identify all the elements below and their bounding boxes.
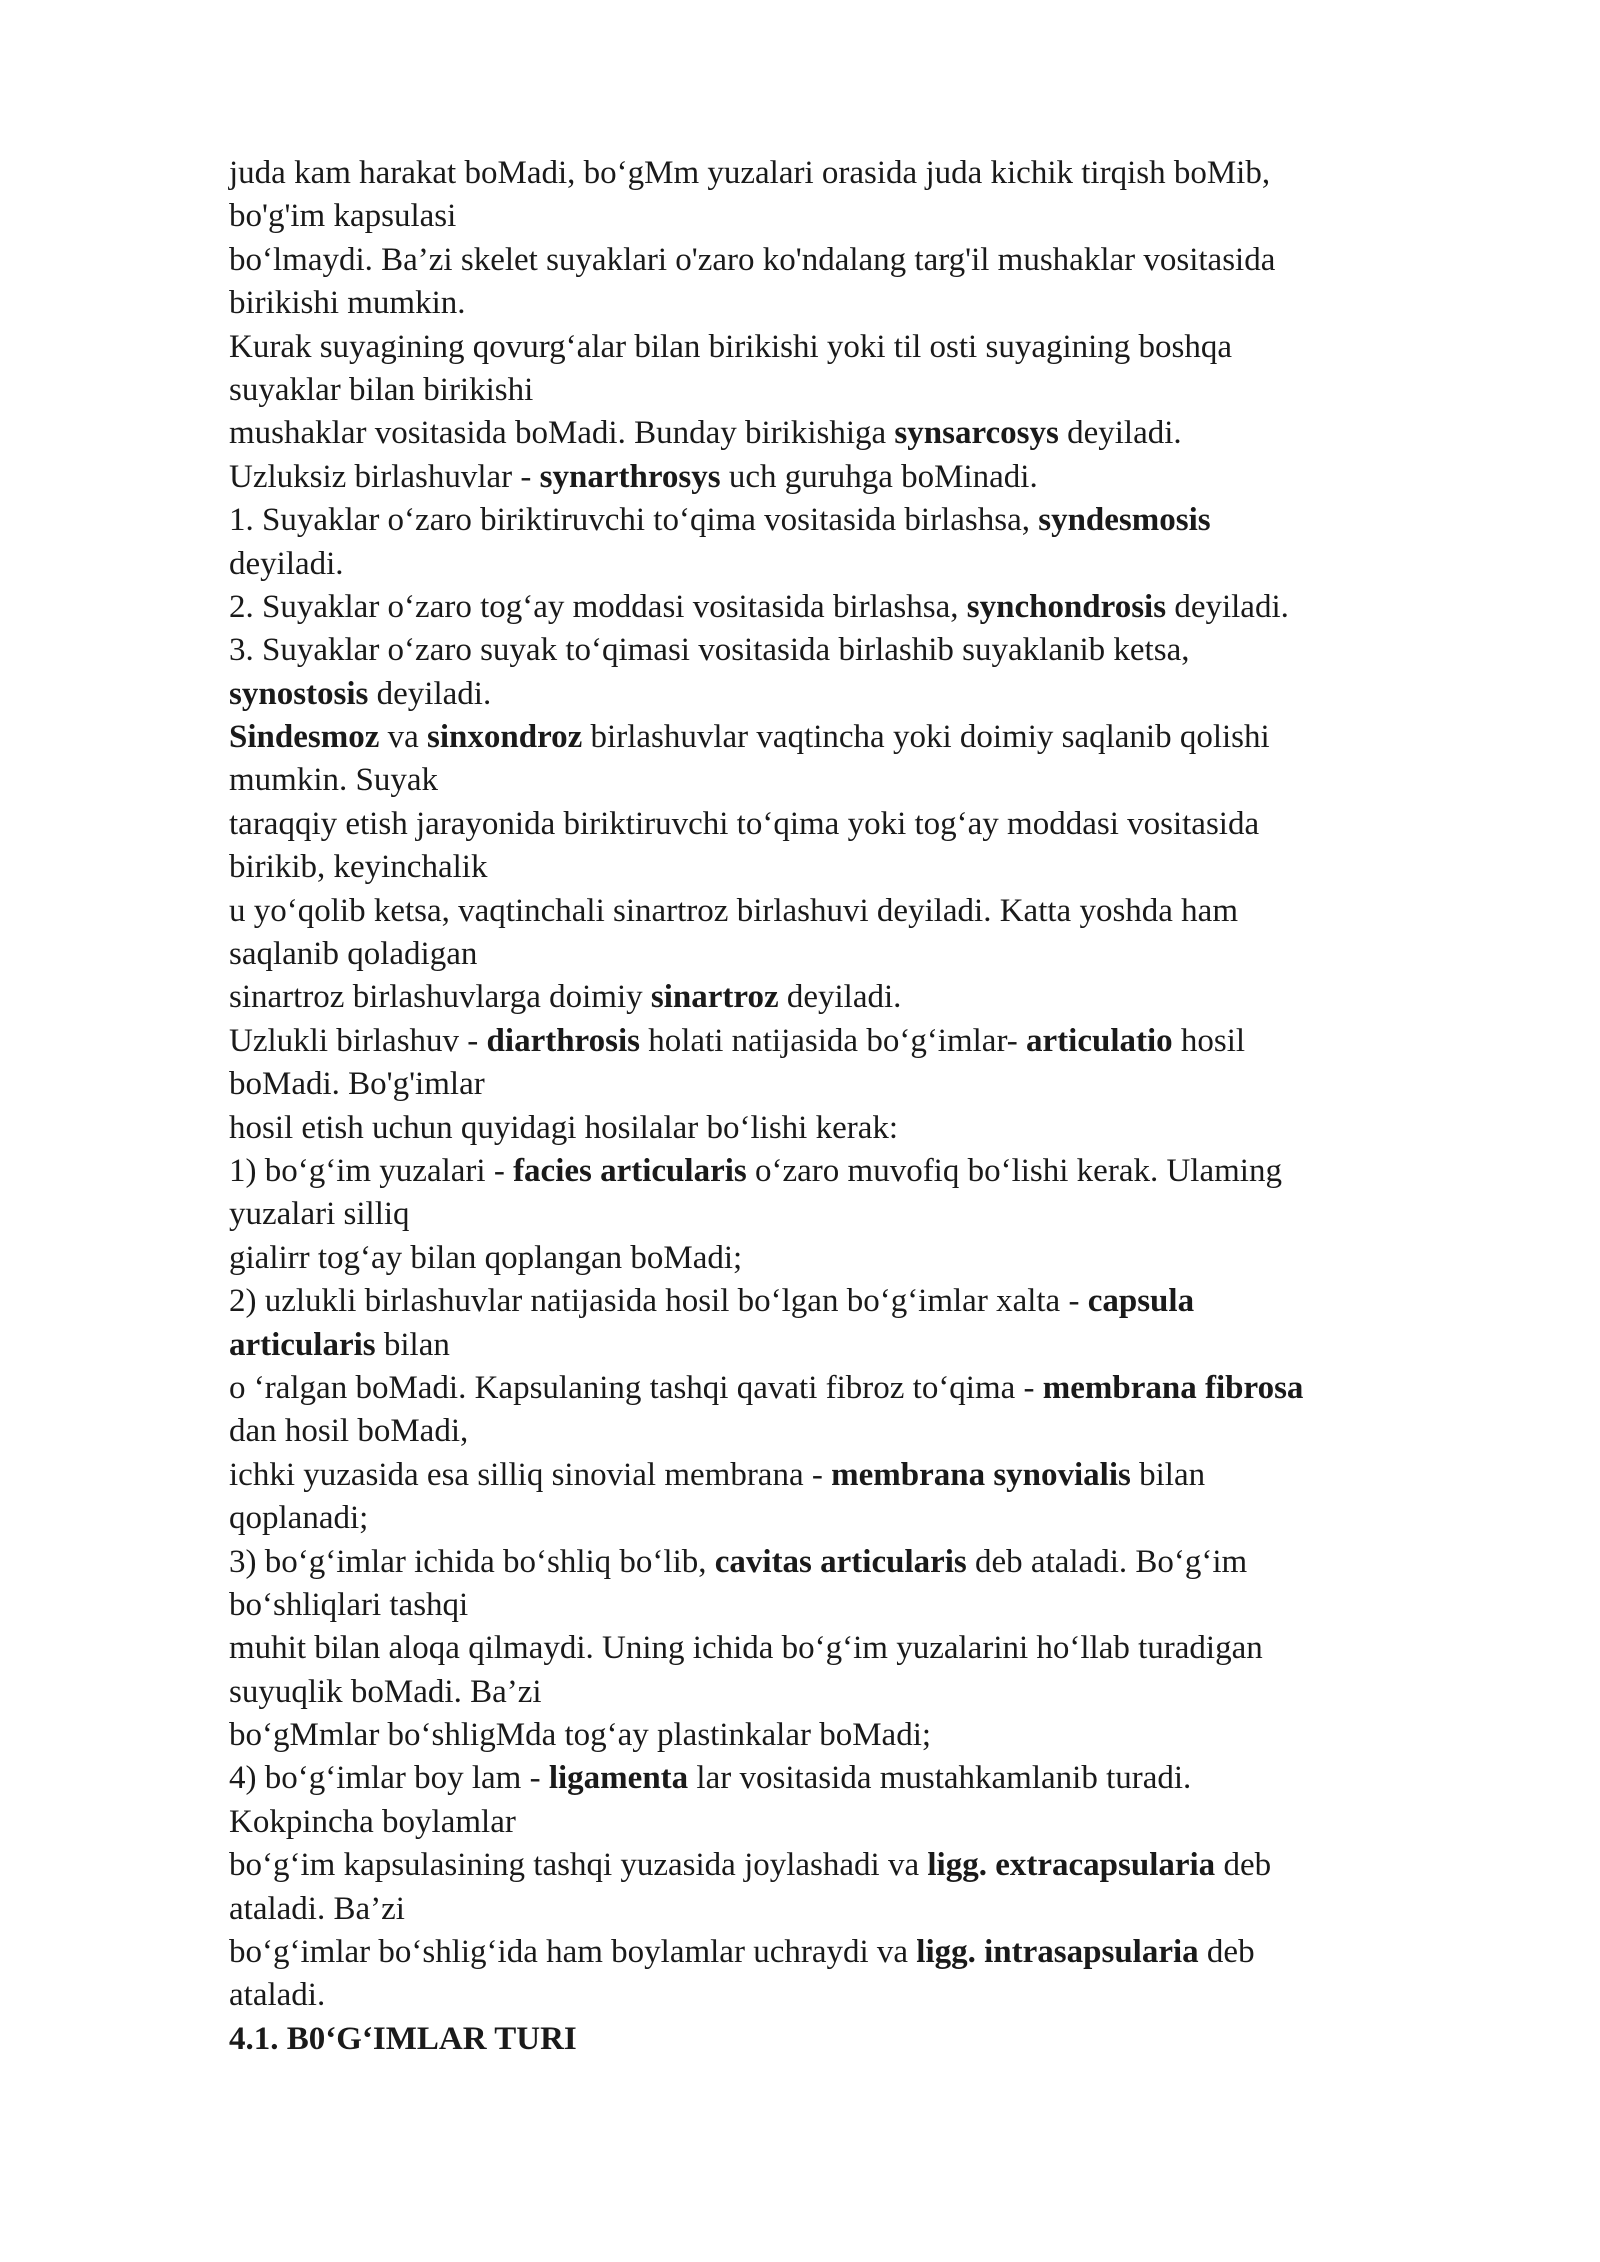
text-run: saqlanib qoladigan (229, 936, 478, 973)
text-run: deyiladi. (368, 675, 492, 712)
text-run: hosil (1172, 1022, 1246, 1059)
text-run: suyaklar bilan birikishi (229, 371, 534, 408)
text-line (229, 759, 1469, 802)
text-line (229, 499, 1469, 542)
text-line (229, 1193, 1469, 1236)
text-run: holati natijasida bo‘g‘imlar- (639, 1022, 1027, 1059)
bold-term: capsula (1087, 1283, 1195, 1320)
text-run: 3. Suyaklar o‘zaro suyak to‘qimasi vositasida birlashib suyaklanib ketsa, (229, 632, 1190, 669)
text-line (229, 282, 1469, 325)
text-run: 1) bo‘g‘im yuzalari - (229, 1152, 514, 1189)
text-run: bo‘g‘im kapsulasining tashqi yuzasida joylashadi va (229, 1847, 928, 1884)
text-line (229, 1410, 1469, 1453)
text-line (229, 846, 1469, 889)
bold-term: sinxondroz (427, 719, 583, 756)
bold-term: ligg. extracapsularia (927, 1847, 1216, 1884)
text-run: bo‘gMmlar bo‘shligMda tog‘ay plastinkalar boMadi; (229, 1717, 932, 1754)
text-run: mushaklar vositasida boMadi. Bunday birikishiga (229, 415, 895, 452)
text-line (229, 890, 1469, 933)
text-run: deyiladi. (778, 979, 902, 1016)
text-run: mumkin. Suyak (229, 762, 439, 799)
bold-term: synchondrosis (966, 588, 1167, 625)
text-line (229, 673, 1469, 716)
text-run: lar vositasida mustahkamlanib turadi. (688, 1760, 1192, 1797)
text-line (229, 1801, 1469, 1844)
text-run: o ‘ralgan boMadi. Kapsulaning tashqi qavati fibroz to‘qima - (229, 1369, 1043, 1406)
text-run: deb (1215, 1847, 1272, 1884)
text-line (229, 1931, 1469, 1974)
text-line (229, 369, 1469, 412)
text-line (229, 1714, 1469, 1757)
text-run: deb (1198, 1934, 1255, 1971)
text-run: taraqqiy etish jarayonida biriktiruvchi to‘qima yoki tog‘ay moddasi vositasida (229, 805, 1260, 842)
text-run: o‘zaro muvofiq bo‘lishi kerak. Ulaming (746, 1152, 1282, 1189)
text-line (229, 1757, 1469, 1800)
text-line (229, 239, 1469, 282)
bold-term: synarthrosys (539, 458, 721, 495)
bold-term: articulatio (1026, 1022, 1173, 1059)
text-line (229, 933, 1469, 976)
text-line (229, 1584, 1469, 1627)
bold-term: syndesmosis (1038, 502, 1211, 539)
text-line (229, 1844, 1469, 1887)
text-line (229, 1671, 1469, 1714)
text-line (229, 586, 1469, 629)
text-line (229, 1063, 1469, 1106)
text-run: Kokpincha boylamlar (229, 1803, 516, 1840)
text-line (229, 1150, 1469, 1193)
text-run: 3) bo‘g‘imlar ichida bo‘shliq bo‘lib, (229, 1543, 715, 1580)
text-run: u yo‘qolib ketsa, vaqtinchali sinartroz birlashuvi deyiladi. Katta yoshda ham (229, 892, 1238, 929)
bold-term: Sindesmoz (229, 719, 380, 756)
text-line (229, 1020, 1469, 1063)
text-line (229, 195, 1469, 238)
text-run: boMadi. Bo'g'imlar (229, 1066, 485, 1103)
text-run: juda kam harakat boMadi, bo‘gMm yuzalari orasida juda kichik tirqish boMib, (229, 155, 1271, 191)
text-run: ataladi. Ba’zi (229, 1890, 405, 1927)
text-line (229, 326, 1469, 369)
bold-term: 4.1. B0‘G‘IMLAR TURI (229, 2020, 577, 2057)
bold-term: membrana synovialis (831, 1456, 1131, 1493)
text-run: Uzlukli birlashuv - (229, 1022, 487, 1059)
text-run: Uzluksiz birlashuvlar - (229, 458, 540, 495)
text-line (229, 1280, 1469, 1323)
text-run: ataladi. (229, 1977, 326, 2014)
bold-term: synostosis (229, 675, 369, 712)
text-line (229, 1974, 1469, 2017)
text-run: birlashuvlar vaqtincha yoki doimiy saqlanib qolishi (582, 719, 1270, 756)
text-run: suyuqlik boMadi. Ba’zi (229, 1673, 542, 1710)
text-line (229, 412, 1469, 455)
text-line (229, 1888, 1469, 1931)
text-run: hosil etish uchun quyidagi hosilalar bo‘lishi kerak: (229, 1109, 899, 1146)
text-line (229, 456, 1469, 499)
text-line (229, 1107, 1469, 1150)
text-line (229, 803, 1469, 846)
text-run: bilan (375, 1326, 450, 1363)
bold-term: ligg. intrasapsularia (916, 1934, 1199, 1971)
bold-term: articularis (229, 1326, 376, 1363)
text-run: bo‘shliqlari tashqi (229, 1586, 469, 1623)
text-run: va (379, 719, 428, 756)
text-run: birikib, keyinchalik (229, 849, 488, 886)
text-run: 1. Suyaklar o‘zaro biriktiruvchi to‘qima vositasida birlashsa, (229, 502, 1039, 539)
text-run: bilan (1130, 1456, 1206, 1493)
text-line (229, 1541, 1469, 1584)
text-run: birikishi mumkin. (229, 285, 466, 322)
text-line (229, 1324, 1469, 1367)
bold-term: ligamenta (548, 1760, 689, 1797)
text-run: yuzalari silliq (229, 1196, 410, 1233)
text-run: dan hosil boMadi, (229, 1413, 469, 1450)
text-run: uch guruhga boMinadi. (720, 458, 1038, 495)
section-heading (229, 2018, 1469, 2061)
text-run: bo‘lmaydi. Ba’zi skelet suyaklari o'zaro ko'ndalang targ'il mushaklar vositasida (229, 241, 1276, 278)
text-line (229, 1454, 1469, 1497)
bold-term: sinartroz (650, 979, 779, 1016)
text-line (229, 543, 1469, 586)
text-line (229, 1497, 1469, 1540)
text-run: 4) bo‘g‘imlar boy lam - (229, 1760, 549, 1797)
text-run: ichki yuzasida esa silliq sinovial membrana - (229, 1456, 832, 1493)
text-line (229, 1627, 1469, 1670)
text-run: qoplanadi; (229, 1500, 369, 1537)
text-line (229, 716, 1469, 759)
bold-term: membrana fibrosa (1042, 1369, 1304, 1406)
text-line (229, 976, 1469, 1019)
text-run: gialirr tog‘ay bilan qoplangan boMadi; (229, 1239, 743, 1276)
text-run: Kurak suyagining qovurg‘alar bilan birikishi yoki til osti suyagining boshqa (229, 328, 1233, 365)
bold-term: cavitas articularis (714, 1543, 967, 1580)
text-run: deyiladi. (1166, 588, 1289, 625)
text-run: muhit bilan aloqa qilmaydi. Uning ichida bo‘g‘im yuzalarini ho‘llab turadigan (229, 1630, 1263, 1667)
text-line (229, 1367, 1469, 1410)
text-run: sinartroz birlashuvlarga doimiy (229, 979, 651, 1016)
bold-term: facies articularis (513, 1152, 747, 1189)
text-run: bo‘g‘imlar bo‘shlig‘ida ham boylamlar uchraydi va (229, 1934, 917, 1971)
text-line (229, 1237, 1469, 1280)
text-run: bo'g'im kapsulasi (229, 198, 457, 235)
text-run: 2. Suyaklar o‘zaro tog‘ay moddasi vositasida birlashsa, (229, 588, 967, 625)
document-body-text (229, 152, 1469, 2061)
text-run: 2) uzlukli birlashuvlar natijasida hosil bo‘lgan bo‘g‘imlar xalta - (229, 1283, 1088, 1320)
bold-term: diarthrosis (486, 1022, 640, 1059)
text-run: deyiladi. (229, 545, 344, 582)
text-line (229, 152, 1469, 195)
text-run: deb ataladi. Bo‘g‘im (966, 1543, 1248, 1580)
text-run: deyiladi. (1058, 415, 1182, 452)
bold-term: synsarcosys (894, 415, 1059, 452)
text-line (229, 629, 1469, 672)
